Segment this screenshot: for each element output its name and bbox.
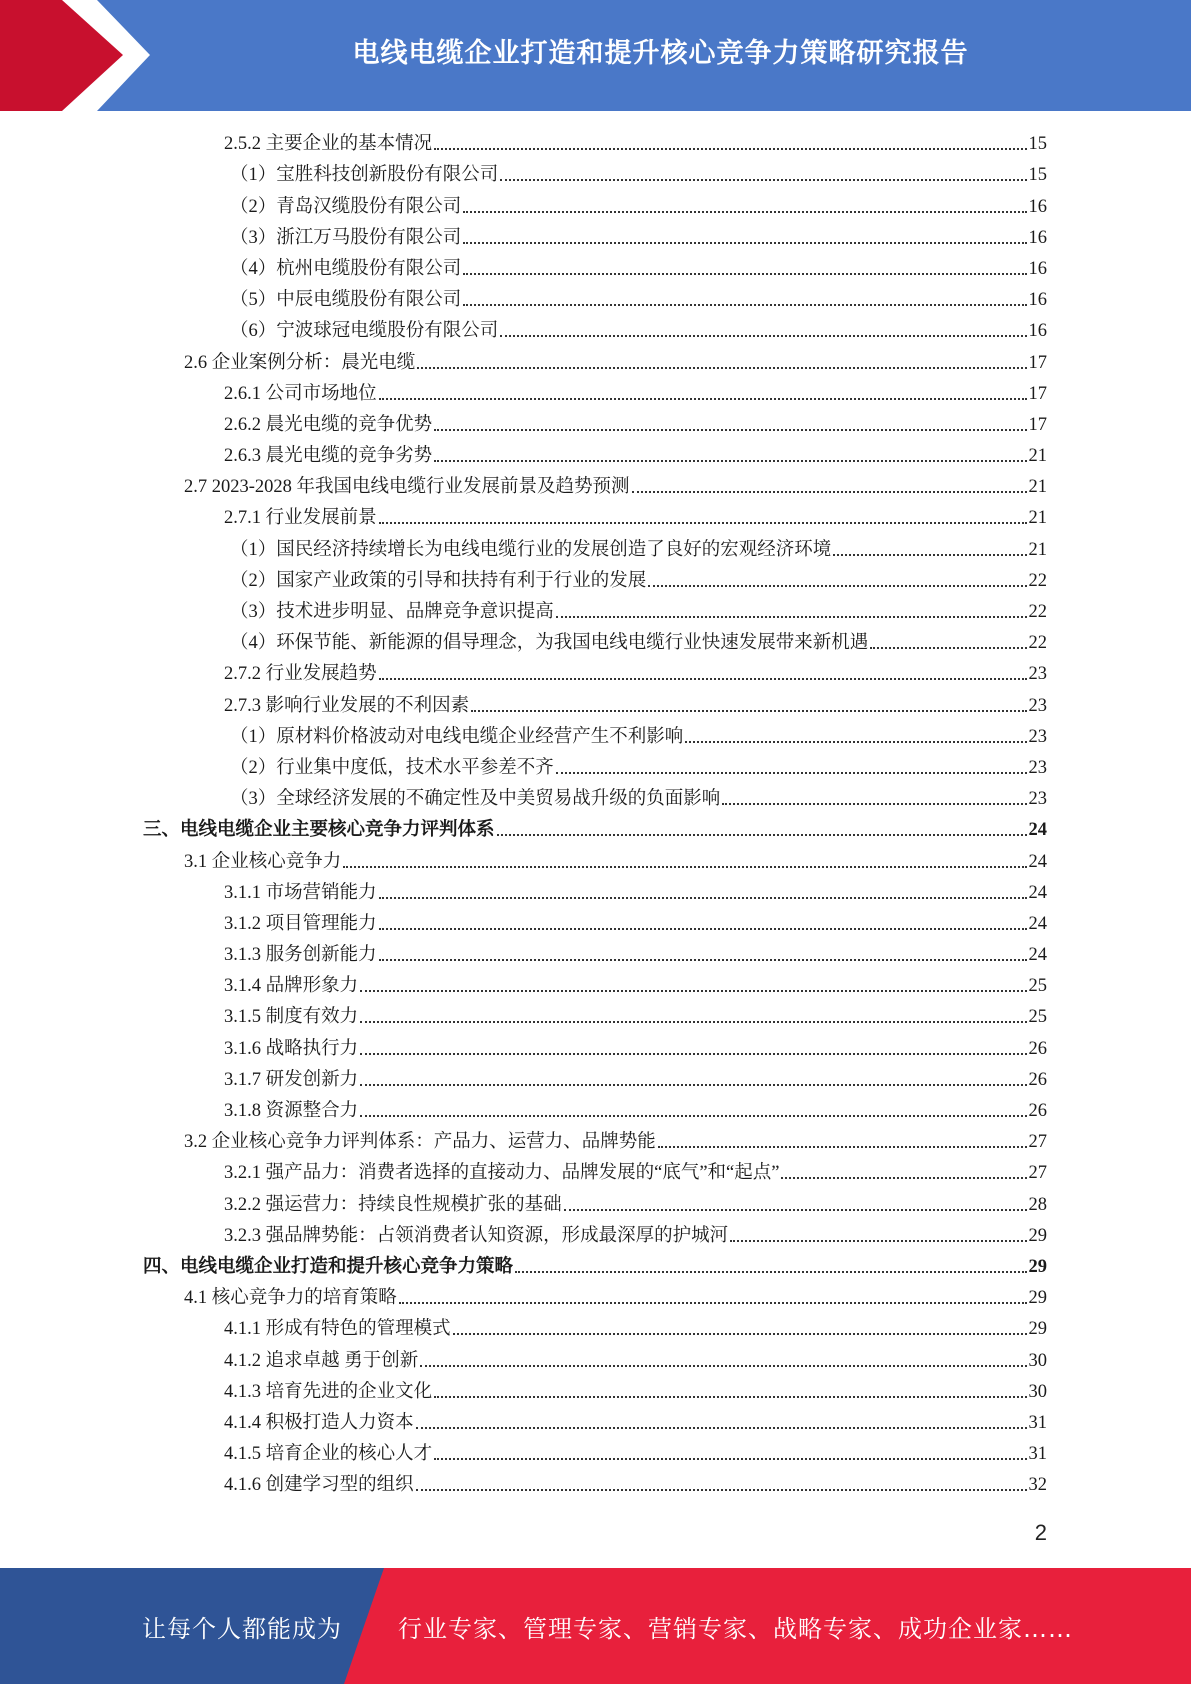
toc-entry-page: 24 [1028, 820, 1047, 841]
report-title: 电线电缆企业打造和提升核心竞争力策略研究报告 [352, 37, 969, 69]
toc-dot-leader [833, 554, 1026, 556]
toc-entry-page: 16 [1028, 196, 1047, 217]
toc-entry-title: （5）中辰电缆股份有限公司 [230, 290, 462, 311]
toc-entry[interactable] [0, 596, 1191, 627]
toc-dot-leader [515, 1271, 1026, 1273]
toc-entry-title: 4.1 核心竞争力的培育策略 [184, 1288, 397, 1309]
toc-dot-leader [463, 304, 1026, 306]
toc-entry[interactable] [0, 1095, 1191, 1126]
toc-entry[interactable] [0, 908, 1191, 939]
toc-entry-title: 2.6.1 公司市场地位 [224, 383, 377, 404]
toc-entry-title: 2.6 企业案例分析：晨光电缆 [184, 352, 416, 373]
toc-entry-page: 23 [1028, 695, 1047, 716]
toc-entry-title: 4.1.2 追求卓越 勇于创新 [224, 1350, 419, 1371]
toc-entry-page: 25 [1028, 1007, 1047, 1028]
toc-entry-title: （4）环保节能、新能源的倡导理念，为我国电线电缆行业快速发展带来新机遇 [230, 633, 869, 654]
toc-entry-page: 23 [1028, 664, 1047, 685]
toc-entry-page: 22 [1028, 570, 1047, 591]
toc-entry-title: 四、电线电缆企业打造和提升核心竞争力策略 [143, 1256, 514, 1277]
toc-entry-page: 29 [1028, 1256, 1047, 1277]
toc-entry-page: 31 [1028, 1444, 1047, 1465]
toc-entry[interactable] [0, 565, 1191, 596]
toc-dot-leader [434, 429, 1026, 431]
toc-entry-page: 25 [1028, 976, 1047, 997]
toc-dot-leader [463, 273, 1026, 275]
toc-entry[interactable] [0, 939, 1191, 970]
toc-entry-title: 2.7.2 行业发展趋势 [224, 664, 377, 685]
toc-entry-page: 27 [1028, 1132, 1047, 1153]
toc-entry-title: （3）浙江万马股份有限公司 [230, 227, 462, 248]
toc-entry[interactable] [0, 284, 1191, 315]
toc-entry-page: 27 [1028, 1163, 1047, 1184]
toc-entry-page: 15 [1028, 134, 1047, 155]
toc-dot-leader [658, 1146, 1027, 1148]
toc-entry-page: 21 [1028, 446, 1047, 467]
toc-dot-leader [416, 1489, 1027, 1491]
toc-entry-page: 30 [1028, 1350, 1047, 1371]
toc-dot-leader [434, 1396, 1026, 1398]
toc-entry-page: 31 [1028, 1412, 1047, 1433]
toc-entry-title: 3.2.2 强运营力：持续良性规模扩张的基础 [224, 1194, 562, 1215]
page-footer [0, 1568, 1191, 1684]
toc-dot-leader [379, 398, 1027, 400]
toc-entry-title: 3.1.1 市场营销能力 [224, 882, 377, 903]
toc-entry-title: 3.1.3 服务创新能力 [224, 945, 377, 966]
toc-entry[interactable] [0, 253, 1191, 284]
toc-entry-title: （3）全球经济发展的不确定性及中美贸易战升级的负面影响 [230, 789, 721, 810]
toc-entry-page: 32 [1028, 1475, 1047, 1496]
toc-entry-page: 24 [1028, 913, 1047, 934]
toc-dot-leader [417, 367, 1026, 369]
toc-entry-title: 3.2 企业核心竞争力评判体系：产品力、运营力、品牌势能 [184, 1132, 656, 1153]
toc-entry[interactable] [0, 471, 1191, 502]
toc-entry-title: 3.1.7 研发创新力 [224, 1069, 359, 1090]
toc-entry-title: （6）宁波球冠电缆股份有限公司 [230, 321, 499, 342]
toc-entry[interactable] [0, 1438, 1191, 1469]
toc-entry-title: 4.1.3 培育先进的企业文化 [224, 1381, 433, 1402]
toc-entry-page: 22 [1028, 633, 1047, 654]
toc-entry[interactable] [0, 440, 1191, 471]
toc-entry[interactable] [0, 689, 1191, 720]
toc-dot-leader [463, 242, 1026, 244]
toc-dot-leader [685, 741, 1026, 743]
toc-entry[interactable] [0, 1001, 1191, 1032]
toc-entry[interactable] [0, 814, 1191, 845]
toc-entry-page: 21 [1028, 539, 1047, 560]
footer-slogan-left: 让每个人都能成为 [142, 1614, 342, 1643]
toc-entry-title: 4.1.6 创建学习型的组织 [224, 1475, 414, 1496]
toc-entry-page: 26 [1028, 1101, 1047, 1121]
toc-entry[interactable] [0, 1032, 1191, 1063]
toc-dot-leader [379, 678, 1027, 680]
toc-entry-page: 17 [1028, 383, 1047, 404]
toc-entry[interactable] [0, 1376, 1191, 1407]
page-number: 2 [1034, 1520, 1047, 1545]
toc-entry[interactable] [0, 1251, 1191, 1282]
toc-entry-page: 16 [1028, 258, 1047, 279]
toc-dot-leader [360, 1021, 1026, 1023]
toc-dot-leader [453, 1333, 1027, 1335]
toc-entry-title: 2.6.2 晨光电缆的竞争优势 [224, 414, 433, 435]
toc-dot-leader [379, 522, 1027, 524]
toc-entry-page: 17 [1028, 352, 1047, 373]
toc-entry-page: 21 [1028, 508, 1047, 529]
toc-entry[interactable] [0, 378, 1191, 409]
toc-dot-leader [434, 460, 1026, 462]
toc-entry-page: 16 [1028, 227, 1047, 248]
toc-entry[interactable] [0, 533, 1191, 564]
toc-entry[interactable] [0, 970, 1191, 1001]
toc-entry[interactable] [0, 128, 1191, 159]
toc-entry-page: 29 [1028, 1225, 1047, 1246]
toc-entry-page: 29 [1028, 1319, 1047, 1340]
toc-entry[interactable] [0, 1064, 1191, 1095]
toc-entry[interactable] [0, 1344, 1191, 1375]
toc-entry-title: （2）行业集中度低，技术水平参差不齐 [230, 757, 554, 778]
toc-entry-title: 3.1.4 品牌形象力 [224, 976, 359, 997]
footer-slogan-right: 行业专家、管理专家、营销专家、战略专家、成功企业家…… [398, 1614, 1073, 1643]
toc-entry-title: （4）杭州电缆股份有限公司 [230, 258, 462, 279]
toc-entry-page: 29 [1028, 1288, 1047, 1309]
toc-entry-title: 2.7.3 影响行业发展的不利因素 [224, 695, 470, 716]
toc-entry[interactable] [0, 190, 1191, 221]
toc-entry-title: 4.1.4 积极打造人力资本 [224, 1412, 414, 1433]
toc-entry-page: 24 [1028, 882, 1047, 903]
toc-dot-leader [497, 834, 1027, 836]
toc-dot-leader [870, 647, 1026, 649]
toc-entry[interactable] [0, 627, 1191, 658]
toc-dot-leader [500, 335, 1026, 337]
toc-entry-title: 2.6.3 晨光电缆的竞争劣势 [224, 446, 433, 467]
toc-dot-leader [360, 990, 1026, 992]
toc-entry-page: 21 [1028, 477, 1047, 498]
toc-entry-title: （3）技术进步明显、品牌竞争意识提高 [230, 602, 554, 622]
toc-entry-title: （1）宝胜科技创新股份有限公司 [230, 165, 499, 186]
toc-dot-leader [420, 1365, 1026, 1367]
toc-entry[interactable] [0, 1126, 1191, 1157]
toc-entry[interactable] [0, 783, 1191, 814]
toc-entry[interactable] [0, 1469, 1191, 1500]
toc-dot-leader [500, 179, 1026, 181]
toc-entry-title: （1）国民经济持续增长为电线电缆行业的发展创造了良好的宏观经济环境 [230, 539, 832, 560]
toc-dot-leader [632, 491, 1027, 493]
toc-entry-page: 16 [1028, 290, 1047, 311]
table-of-contents [0, 128, 1191, 1500]
toc-dot-leader [434, 1458, 1026, 1460]
toc-entry-page: 26 [1028, 1069, 1047, 1090]
toc-entry-page: 30 [1028, 1381, 1047, 1402]
page-header [0, 0, 1191, 111]
toc-entry-page: 24 [1028, 851, 1047, 872]
toc-entry-page: 23 [1028, 789, 1047, 810]
toc-entry-page: 16 [1028, 321, 1047, 342]
toc-entry-title: 2.7.1 行业发展前景 [224, 508, 377, 529]
toc-entry-title: 3.1 企业核心竞争力 [184, 851, 342, 872]
toc-entry[interactable] [0, 159, 1191, 190]
toc-entry[interactable] [0, 877, 1191, 908]
toc-dot-leader [556, 772, 1027, 774]
toc-entry[interactable] [0, 1282, 1191, 1313]
toc-dot-leader [399, 1302, 1027, 1304]
toc-entry[interactable] [0, 1157, 1191, 1188]
toc-dot-leader [360, 1084, 1026, 1086]
toc-entry-title: 2.5.2 主要企业的基本情况 [224, 134, 433, 155]
toc-entry-title: 三、电线电缆企业主要核心竞争力评判体系 [143, 820, 495, 841]
toc-dot-leader [564, 1209, 1027, 1211]
toc-dot-leader [379, 928, 1027, 930]
toc-dot-leader [781, 1177, 1026, 1179]
toc-entry[interactable] [0, 346, 1191, 377]
toc-dot-leader [379, 959, 1027, 961]
toc-entry-page: 15 [1028, 165, 1047, 186]
toc-entry-title: （2）国家产业政策的引导和扶持有利于行业的发展 [230, 570, 647, 591]
toc-dot-leader [730, 1240, 1026, 1242]
toc-entry[interactable] [0, 752, 1191, 783]
toc-entry[interactable] [0, 1313, 1191, 1344]
toc-entry-title: 3.1.8 资源整合力 [224, 1101, 359, 1121]
toc-dot-leader [463, 211, 1026, 213]
toc-entry[interactable] [0, 222, 1191, 253]
toc-dot-leader [648, 585, 1026, 587]
toc-entry[interactable] [0, 1407, 1191, 1438]
toc-entry-page: 24 [1028, 945, 1047, 966]
toc-entry-page: 23 [1028, 726, 1047, 747]
toc-entry-title: 3.2.3 强品牌势能：占领消费者认知资源，形成最深厚的护城河 [224, 1225, 729, 1246]
toc-dot-leader [379, 897, 1027, 899]
toc-dot-leader [360, 1115, 1026, 1117]
toc-entry-title: 4.1.5 培育企业的核心人才 [224, 1444, 433, 1465]
toc-dot-leader [434, 148, 1026, 150]
toc-entry[interactable] [0, 845, 1191, 876]
toc-entry-page: 28 [1028, 1194, 1047, 1215]
toc-entry-title: 3.1.5 制度有效力 [224, 1007, 359, 1028]
toc-dot-leader [722, 803, 1026, 805]
toc-dot-leader [360, 1053, 1026, 1055]
toc-entry-title: （1）原材料价格波动对电线电缆企业经营产生不利影响 [230, 726, 684, 747]
toc-entry-title: 3.2.1 强产品力：消费者选择的直接动力、品牌发展的“底气”和“起点” [224, 1163, 780, 1184]
toc-entry[interactable] [0, 502, 1191, 533]
toc-entry-page: 26 [1028, 1038, 1047, 1059]
toc-entry-title: 3.1.2 项目管理能力 [224, 913, 377, 934]
toc-entry[interactable] [0, 721, 1191, 752]
toc-dot-leader [556, 616, 1027, 618]
toc-entry-title: 2.7 2023-2028 年我国电线电缆行业发展前景及趋势预测 [184, 477, 630, 498]
toc-entry-page: 22 [1028, 602, 1047, 622]
toc-entry[interactable] [0, 409, 1191, 440]
toc-dot-leader [416, 1427, 1027, 1429]
toc-entry-page: 17 [1028, 414, 1047, 435]
toc-entry[interactable] [0, 658, 1191, 689]
toc-entry[interactable] [0, 315, 1191, 346]
toc-dot-leader [343, 866, 1026, 868]
toc-entry-page: 23 [1028, 757, 1047, 778]
toc-entry[interactable] [0, 1220, 1191, 1251]
toc-entry-title: 4.1.1 形成有特色的管理模式 [224, 1319, 451, 1340]
toc-entry[interactable] [0, 1188, 1191, 1219]
toc-entry-title: （2）青岛汉缆股份有限公司 [230, 196, 462, 217]
toc-dot-leader [471, 710, 1026, 712]
toc-entry-title: 3.1.6 战略执行力 [224, 1038, 359, 1059]
